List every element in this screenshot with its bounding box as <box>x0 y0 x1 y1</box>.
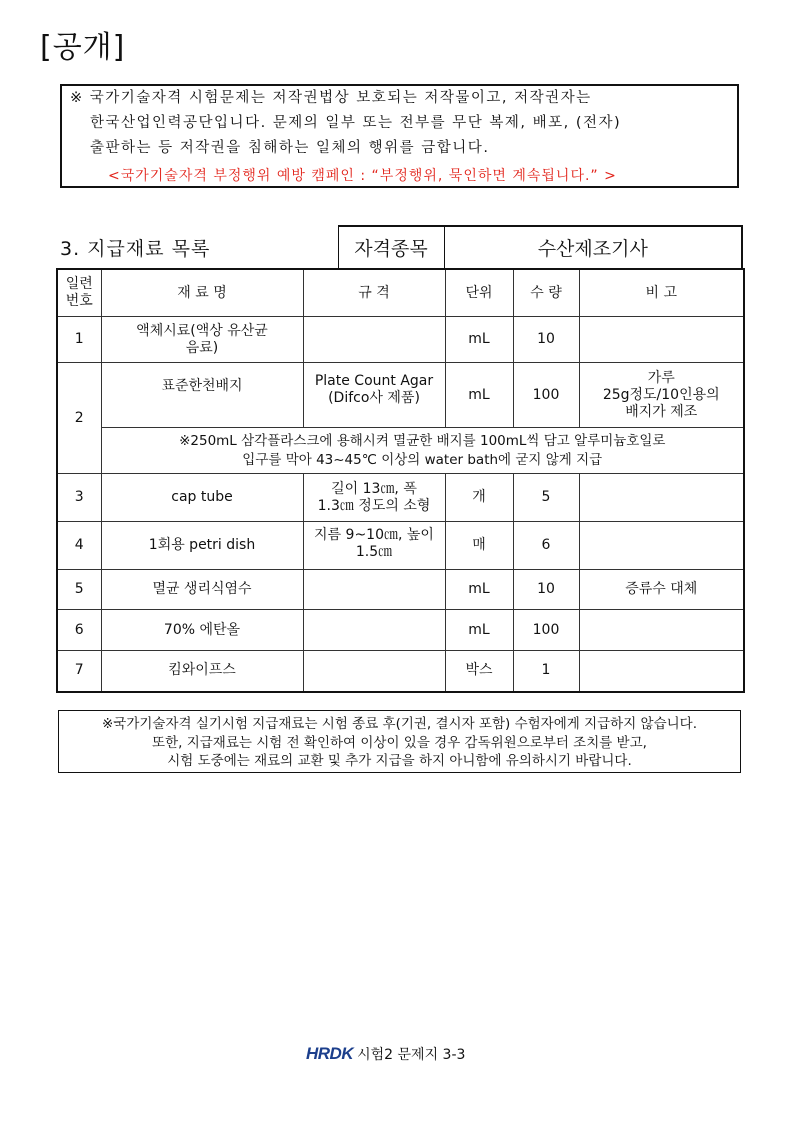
cell-remark: 증류수 대체 <box>579 570 744 610</box>
cell-unit: mL <box>445 363 513 428</box>
cell-spec <box>303 570 445 610</box>
page-label: 시험2 문제지 3-3 <box>357 1047 466 1063</box>
cell-qty: 6 <box>513 522 579 570</box>
cell-no: 3 <box>57 474 101 522</box>
cell-name: 액체시료(액상 유산균 음료) <box>101 317 303 363</box>
material-notice-line-2: 또한, 지급재료는 시험 전 확인하여 이상이 있을 경우 감독위원으로부터 조치를 받고, <box>152 734 647 751</box>
cell-qty: 10 <box>513 317 579 363</box>
col-header-unit: 단위 <box>445 269 513 317</box>
cell-no: 2 <box>57 363 101 474</box>
cell-name: 멸균 생리식염수 <box>101 570 303 610</box>
page-footer <box>306 1044 465 1064</box>
cell-name: 70% 에탄올 <box>101 610 303 651</box>
cell-remark <box>579 651 744 692</box>
cell-remark <box>579 474 744 522</box>
cell-spec: Plate Count Agar (Difco사 제품) <box>303 363 445 428</box>
col-header-spec: 규 격 <box>303 269 445 317</box>
col-header-no: 일련 번호 <box>57 269 101 317</box>
cell-qty: 5 <box>513 474 579 522</box>
section-header <box>56 225 743 269</box>
cell-no: 5 <box>57 570 101 610</box>
copyright-notice <box>60 84 739 188</box>
campaign-slogan: <국가기술자격 부정행위 예방 캠페인 : “부정행위, 묵인하면 계속됩니다.” > <box>108 168 617 184</box>
cell-no: 7 <box>57 651 101 692</box>
col-header-qty: 수 량 <box>513 269 579 317</box>
table-row <box>57 570 744 610</box>
cell-qty: 100 <box>513 610 579 651</box>
col-header-remark: 비 고 <box>579 269 744 317</box>
notice-line-3: 출판하는 등 저작권을 침해하는 일체의 행위를 금합니다. <box>90 140 490 156</box>
cell-qty: 1 <box>513 651 579 692</box>
material-notice-line-3: 시험 도중에는 재료의 교환 및 추가 지급을 하지 아니함에 유의하시기 바랍니다. <box>167 753 632 769</box>
public-tag: [공개] <box>40 30 126 65</box>
notice-line-1: ※ 국가기술자격 시험문제는 저작권법상 보호되는 저작물이고, 저작권자는 <box>70 90 592 106</box>
notice-line-2: 한국산업인력공단입니다. 문제의 일부 또는 전부를 무단 복제, 배포, (전자) <box>90 115 622 131</box>
cell-qty: 10 <box>513 570 579 610</box>
section-title: 3. 지급재료 목록 <box>56 226 338 269</box>
cell-remark <box>579 317 744 363</box>
cell-no: 6 <box>57 610 101 651</box>
cell-unit: 박스 <box>445 651 513 692</box>
cell-spec <box>303 610 445 651</box>
cell-no: 1 <box>57 317 101 363</box>
hrdk-logo: HRDK <box>306 1044 354 1063</box>
cell-spec: 지름 9~10㎝, 높이 1.5㎝ <box>303 522 445 570</box>
cell-spec <box>303 317 445 363</box>
cell-remark: 가루 25g정도/10인용의 배지가 제조 <box>579 363 744 428</box>
table-row <box>57 610 744 651</box>
table-row <box>57 317 744 363</box>
table-row <box>57 363 744 428</box>
cell-name: 표준한천배지 <box>101 363 303 428</box>
cell-unit: mL <box>445 610 513 651</box>
table-row <box>57 651 744 692</box>
row-2-note: ※250mL 삼각플라스크에 용해시켜 멸균한 배지를 100mL씩 담고 알루미늄호일로 입구를 막아 43~45℃ 이상의 water bath에 굳지 않게 지급 <box>101 428 744 474</box>
cell-name: 1회용 petri dish <box>101 522 303 570</box>
col-header-name: 재 료 명 <box>101 269 303 317</box>
material-notice <box>58 710 741 773</box>
cell-unit: mL <box>445 317 513 363</box>
table-header-row <box>57 269 744 317</box>
cell-name: cap tube <box>101 474 303 522</box>
table-row-note <box>57 428 744 474</box>
qualification-label: 자격종목 <box>338 226 444 269</box>
cell-name: 킴와이프스 <box>101 651 303 692</box>
cell-remark <box>579 522 744 570</box>
cell-unit: 개 <box>445 474 513 522</box>
cell-unit: mL <box>445 570 513 610</box>
cell-unit: 매 <box>445 522 513 570</box>
materials-table <box>56 268 745 693</box>
table-row <box>57 522 744 570</box>
cell-no: 4 <box>57 522 101 570</box>
material-notice-line-1: ※국가기술자격 실기시험 지급재료는 시험 종료 후(기권, 결시자 포함) 수험자에게 지급하지 않습니다. <box>102 716 697 732</box>
cell-spec: 길이 13㎝, 폭 1.3㎝ 정도의 소형 <box>303 474 445 522</box>
cell-spec <box>303 651 445 692</box>
cell-remark <box>579 610 744 651</box>
qualification-value: 수산제조기사 <box>444 226 742 269</box>
table-row <box>57 474 744 522</box>
cell-qty: 100 <box>513 363 579 428</box>
